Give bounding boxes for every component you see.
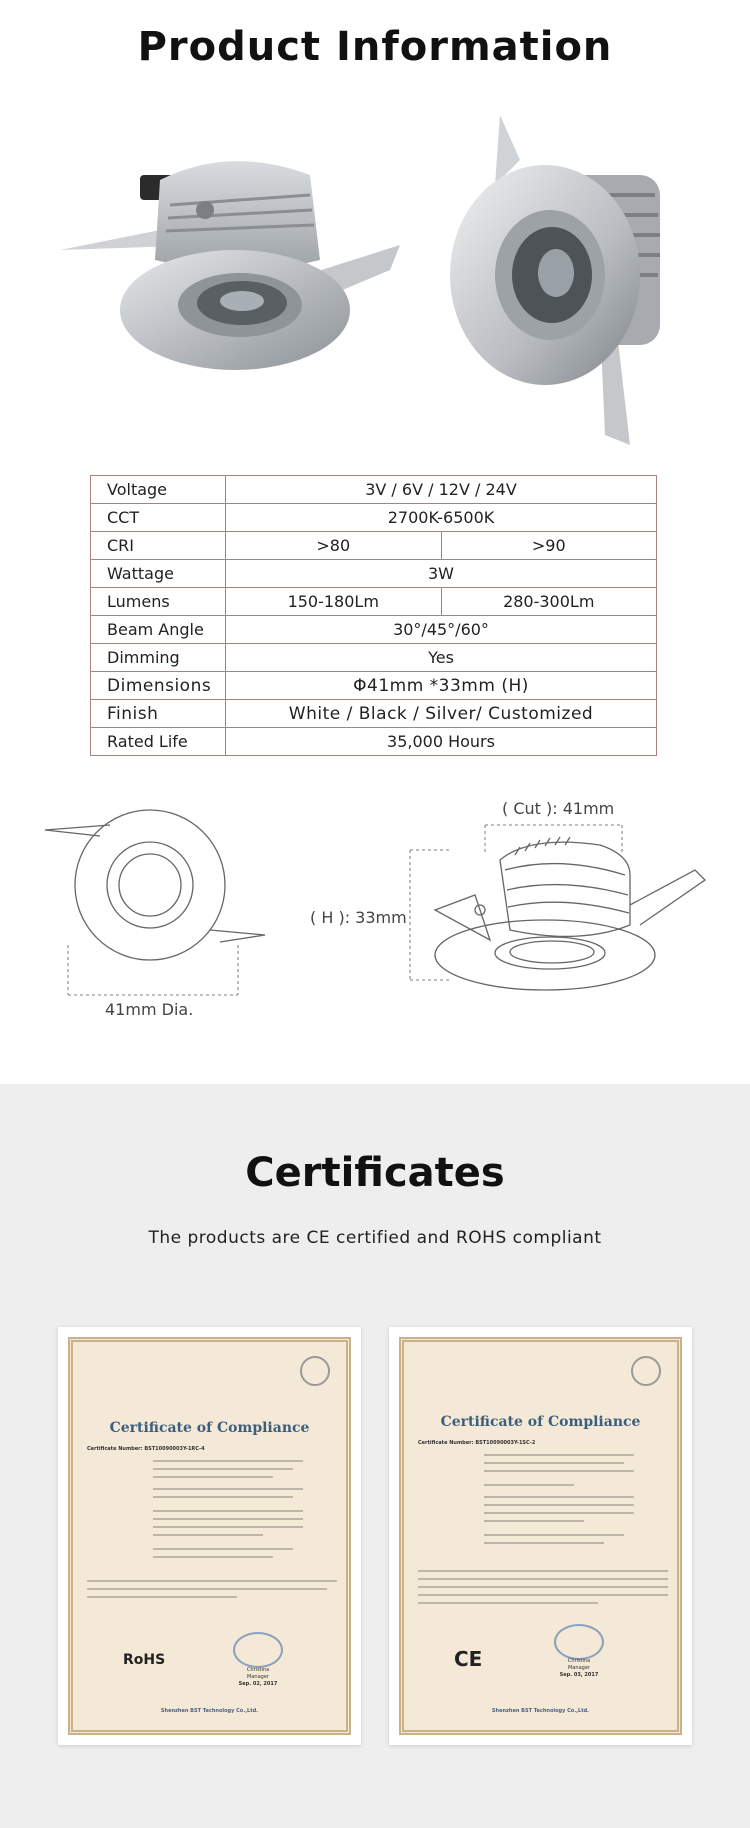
- text-line: [418, 1594, 668, 1596]
- certificates-title: Certificates: [245, 1150, 505, 1196]
- cut-label: ( Cut ): 41mm: [502, 799, 615, 818]
- certificate-issuer: Shenzhen BST Technology Co.,Ltd.: [491, 1708, 590, 1714]
- spec-row-cri: [91, 532, 657, 560]
- text-line: [153, 1526, 303, 1528]
- spec-value: White / Black / Silver/ Customized: [226, 700, 657, 728]
- certificate-date: Sep. 03, 2017: [559, 1672, 599, 1678]
- spec-value: 2700K-6500K: [226, 504, 657, 532]
- text-line: [87, 1588, 327, 1590]
- text-line: [418, 1586, 668, 1588]
- ce-mark: CE: [454, 1647, 483, 1671]
- drawing-top-view: [40, 790, 280, 1030]
- spec-label: Dimming: [91, 644, 226, 672]
- signer-role: Manager: [568, 1665, 590, 1671]
- text-line: [153, 1510, 303, 1512]
- rohs-mark: RoHS: [123, 1652, 166, 1668]
- spec-row-cct: [91, 504, 657, 532]
- text-line: [153, 1476, 273, 1478]
- spec-row-voltage: [91, 476, 657, 504]
- bst-seal-icon: [631, 1356, 661, 1386]
- text-line: [484, 1504, 634, 1506]
- certificate-heading: Certificate of Compliance: [440, 1414, 641, 1430]
- spec-value-a: 150-180Lm: [226, 588, 442, 616]
- text-line: [484, 1462, 624, 1464]
- signer-role: Manager: [247, 1674, 269, 1680]
- text-line: [87, 1596, 237, 1598]
- spec-label: Beam Angle: [91, 616, 226, 644]
- text-line: [484, 1542, 604, 1544]
- text-line: [153, 1468, 293, 1470]
- text-line: [153, 1518, 303, 1520]
- text-line: [484, 1512, 634, 1514]
- spec-value: 30°/45°/60°: [226, 616, 657, 644]
- text-line: [484, 1496, 634, 1498]
- text-line: [418, 1570, 668, 1572]
- certificate-paper: [68, 1337, 351, 1735]
- certificate-issuer: Shenzhen BST Technology Co.,Ltd.: [160, 1708, 259, 1714]
- signature-stamp-icon: [233, 1632, 283, 1668]
- spec-label: CCT: [91, 504, 226, 532]
- signature-stamp-icon: [554, 1624, 604, 1660]
- spec-label: Dimensions: [91, 672, 226, 700]
- signer-name: Christina: [246, 1667, 270, 1673]
- spec-row-dimming: [91, 644, 657, 672]
- spec-table: [90, 475, 657, 756]
- spec-value-b: >90: [441, 532, 657, 560]
- spec-row-finish: [91, 700, 657, 728]
- spec-row-wattage: [91, 560, 657, 588]
- text-line: [153, 1534, 263, 1536]
- height-label: ( H ): 33mm: [310, 908, 407, 927]
- certificate-number: Certificate Number: BST10090003Y-1SC-2: [418, 1440, 536, 1446]
- spec-row-lumens: [91, 588, 657, 616]
- text-line: [87, 1580, 337, 1582]
- text-line: [484, 1484, 574, 1486]
- certificate-ce: [389, 1327, 692, 1745]
- text-line: [153, 1556, 273, 1558]
- text-line: [153, 1488, 303, 1490]
- drawing-side-view: [300, 795, 720, 1005]
- spec-value: 35,000 Hours: [226, 728, 657, 756]
- certificate-rohs: [58, 1327, 361, 1745]
- text-line: [484, 1454, 634, 1456]
- text-line: [484, 1520, 584, 1522]
- spec-value: 3V / 6V / 12V / 24V: [226, 476, 657, 504]
- certificates-subtitle: The products are CE certified and ROHS compliant: [148, 1228, 602, 1248]
- text-line: [418, 1602, 598, 1604]
- text-line: [153, 1496, 293, 1498]
- spec-value-b: 280-300Lm: [441, 588, 657, 616]
- text-line: [484, 1534, 624, 1536]
- spec-row-beam-angle: [91, 616, 657, 644]
- spec-label: Finish: [91, 700, 226, 728]
- text-line: [153, 1460, 303, 1462]
- certificate-date: Sep. 02, 2017: [238, 1681, 278, 1687]
- product-photo-front: [440, 115, 690, 445]
- spec-row-rated-life: [91, 728, 657, 756]
- signer-name: Christina: [567, 1658, 591, 1664]
- spec-value: Φ41mm *33mm (H): [226, 672, 657, 700]
- diameter-label: 41mm Dia.: [105, 1000, 194, 1019]
- text-line: [418, 1578, 668, 1580]
- certificate-number: Certificate Number: BST10090003Y-1RC-4: [87, 1446, 205, 1452]
- spec-label: Wattage: [91, 560, 226, 588]
- spec-row-dimensions: [91, 672, 657, 700]
- spec-value: Yes: [226, 644, 657, 672]
- spec-label: Lumens: [91, 588, 226, 616]
- spec-value-a: >80: [226, 532, 442, 560]
- product-photo-angled: [60, 150, 400, 400]
- spec-label: Rated Life: [91, 728, 226, 756]
- spec-value: 3W: [226, 560, 657, 588]
- certificate-heading: Certificate of Compliance: [109, 1420, 310, 1436]
- spec-label: CRI: [91, 532, 226, 560]
- text-line: [484, 1470, 634, 1472]
- text-line: [153, 1548, 293, 1550]
- bst-seal-icon: [300, 1356, 330, 1386]
- certificate-paper: [399, 1337, 682, 1735]
- spec-label: Voltage: [91, 476, 226, 504]
- product-info-title: Product Information: [137, 24, 613, 70]
